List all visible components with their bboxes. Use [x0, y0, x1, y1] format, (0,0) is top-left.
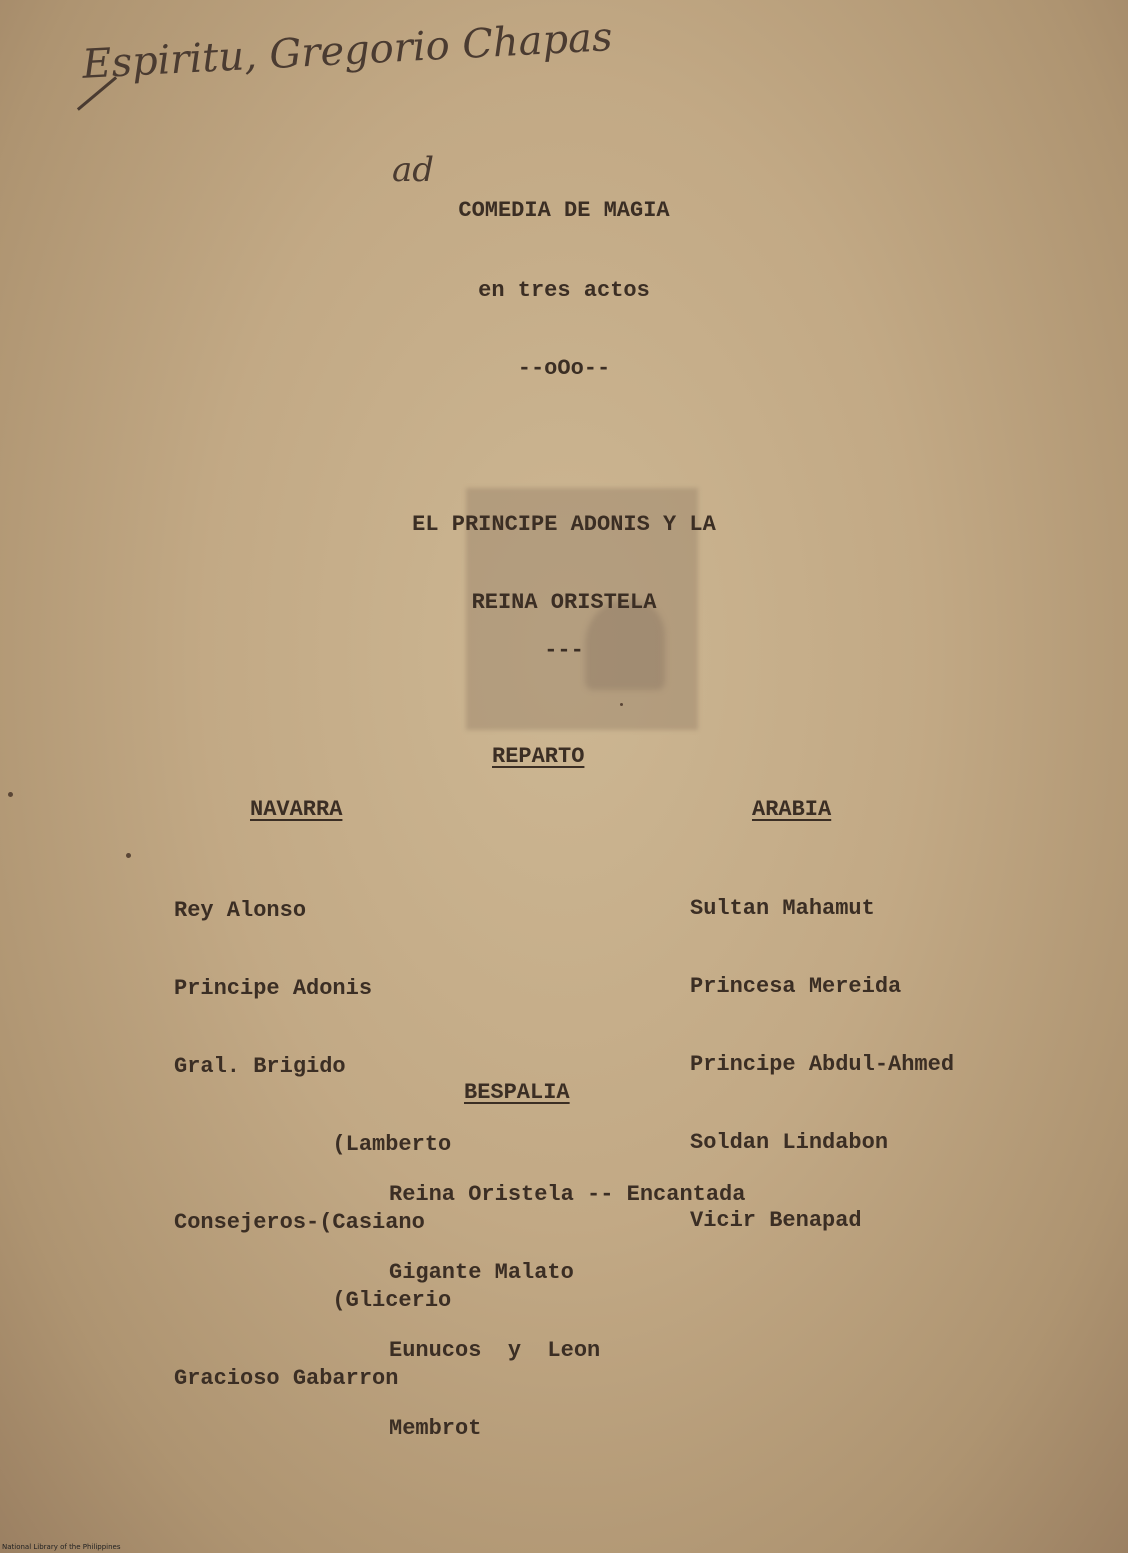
acts-subtitle: en tres actos: [478, 278, 650, 303]
play-title-line1: EL PRINCIPE ADONIS Y LA: [412, 512, 716, 537]
list-item: Principe Abdul-Ahmed: [690, 1052, 955, 1077]
title-rule: ---: [544, 638, 584, 663]
ink-speck: [126, 853, 131, 858]
list-item: Consejeros-(Casiano: [174, 1210, 425, 1235]
list-item: (Lamberto: [174, 1132, 452, 1157]
list-item: Rey Alonso: [174, 898, 307, 923]
genre-heading: COMEDIA DE MAGIA: [458, 198, 670, 223]
cast-heading: REPARTO: [492, 744, 585, 769]
separator: --oOo--: [517, 356, 611, 381]
list-item: Reina Oristela -- Encantada: [389, 1182, 746, 1207]
library-footer: National Library of the Philippines: [2, 1543, 121, 1551]
list-item: Princesa Mereida: [690, 974, 902, 999]
bespalia-cast-list: [389, 1130, 745, 1494]
list-item: Gral. Brigido: [174, 1054, 346, 1079]
navarra-heading: NAVARRA: [250, 797, 343, 822]
list-item: Gracioso Gabarron: [174, 1366, 399, 1391]
list-item: Eunucos y Leon: [389, 1338, 601, 1363]
bespalia-heading: BESPALIA: [464, 1080, 570, 1105]
handwritten-correction: ad: [392, 150, 435, 190]
arabia-heading: ARABIA: [752, 797, 832, 822]
list-item: Gigante Malato: [389, 1260, 574, 1285]
ink-speck: [620, 703, 623, 706]
list-item: (Glicerio: [174, 1288, 452, 1313]
play-title-line2: REINA ORISTELA: [471, 590, 657, 615]
ink-speck: [8, 792, 13, 797]
list-item: Soldan Lindabon: [690, 1130, 889, 1155]
list-item: Principe Adonis: [174, 976, 373, 1001]
handwritten-author: Espiritu, Gregorio Chapas: [81, 14, 614, 88]
list-item: Membrot: [389, 1416, 482, 1441]
list-item: Vicir Benapad: [690, 1208, 862, 1233]
list-item: Sultan Mahamut: [690, 896, 875, 921]
